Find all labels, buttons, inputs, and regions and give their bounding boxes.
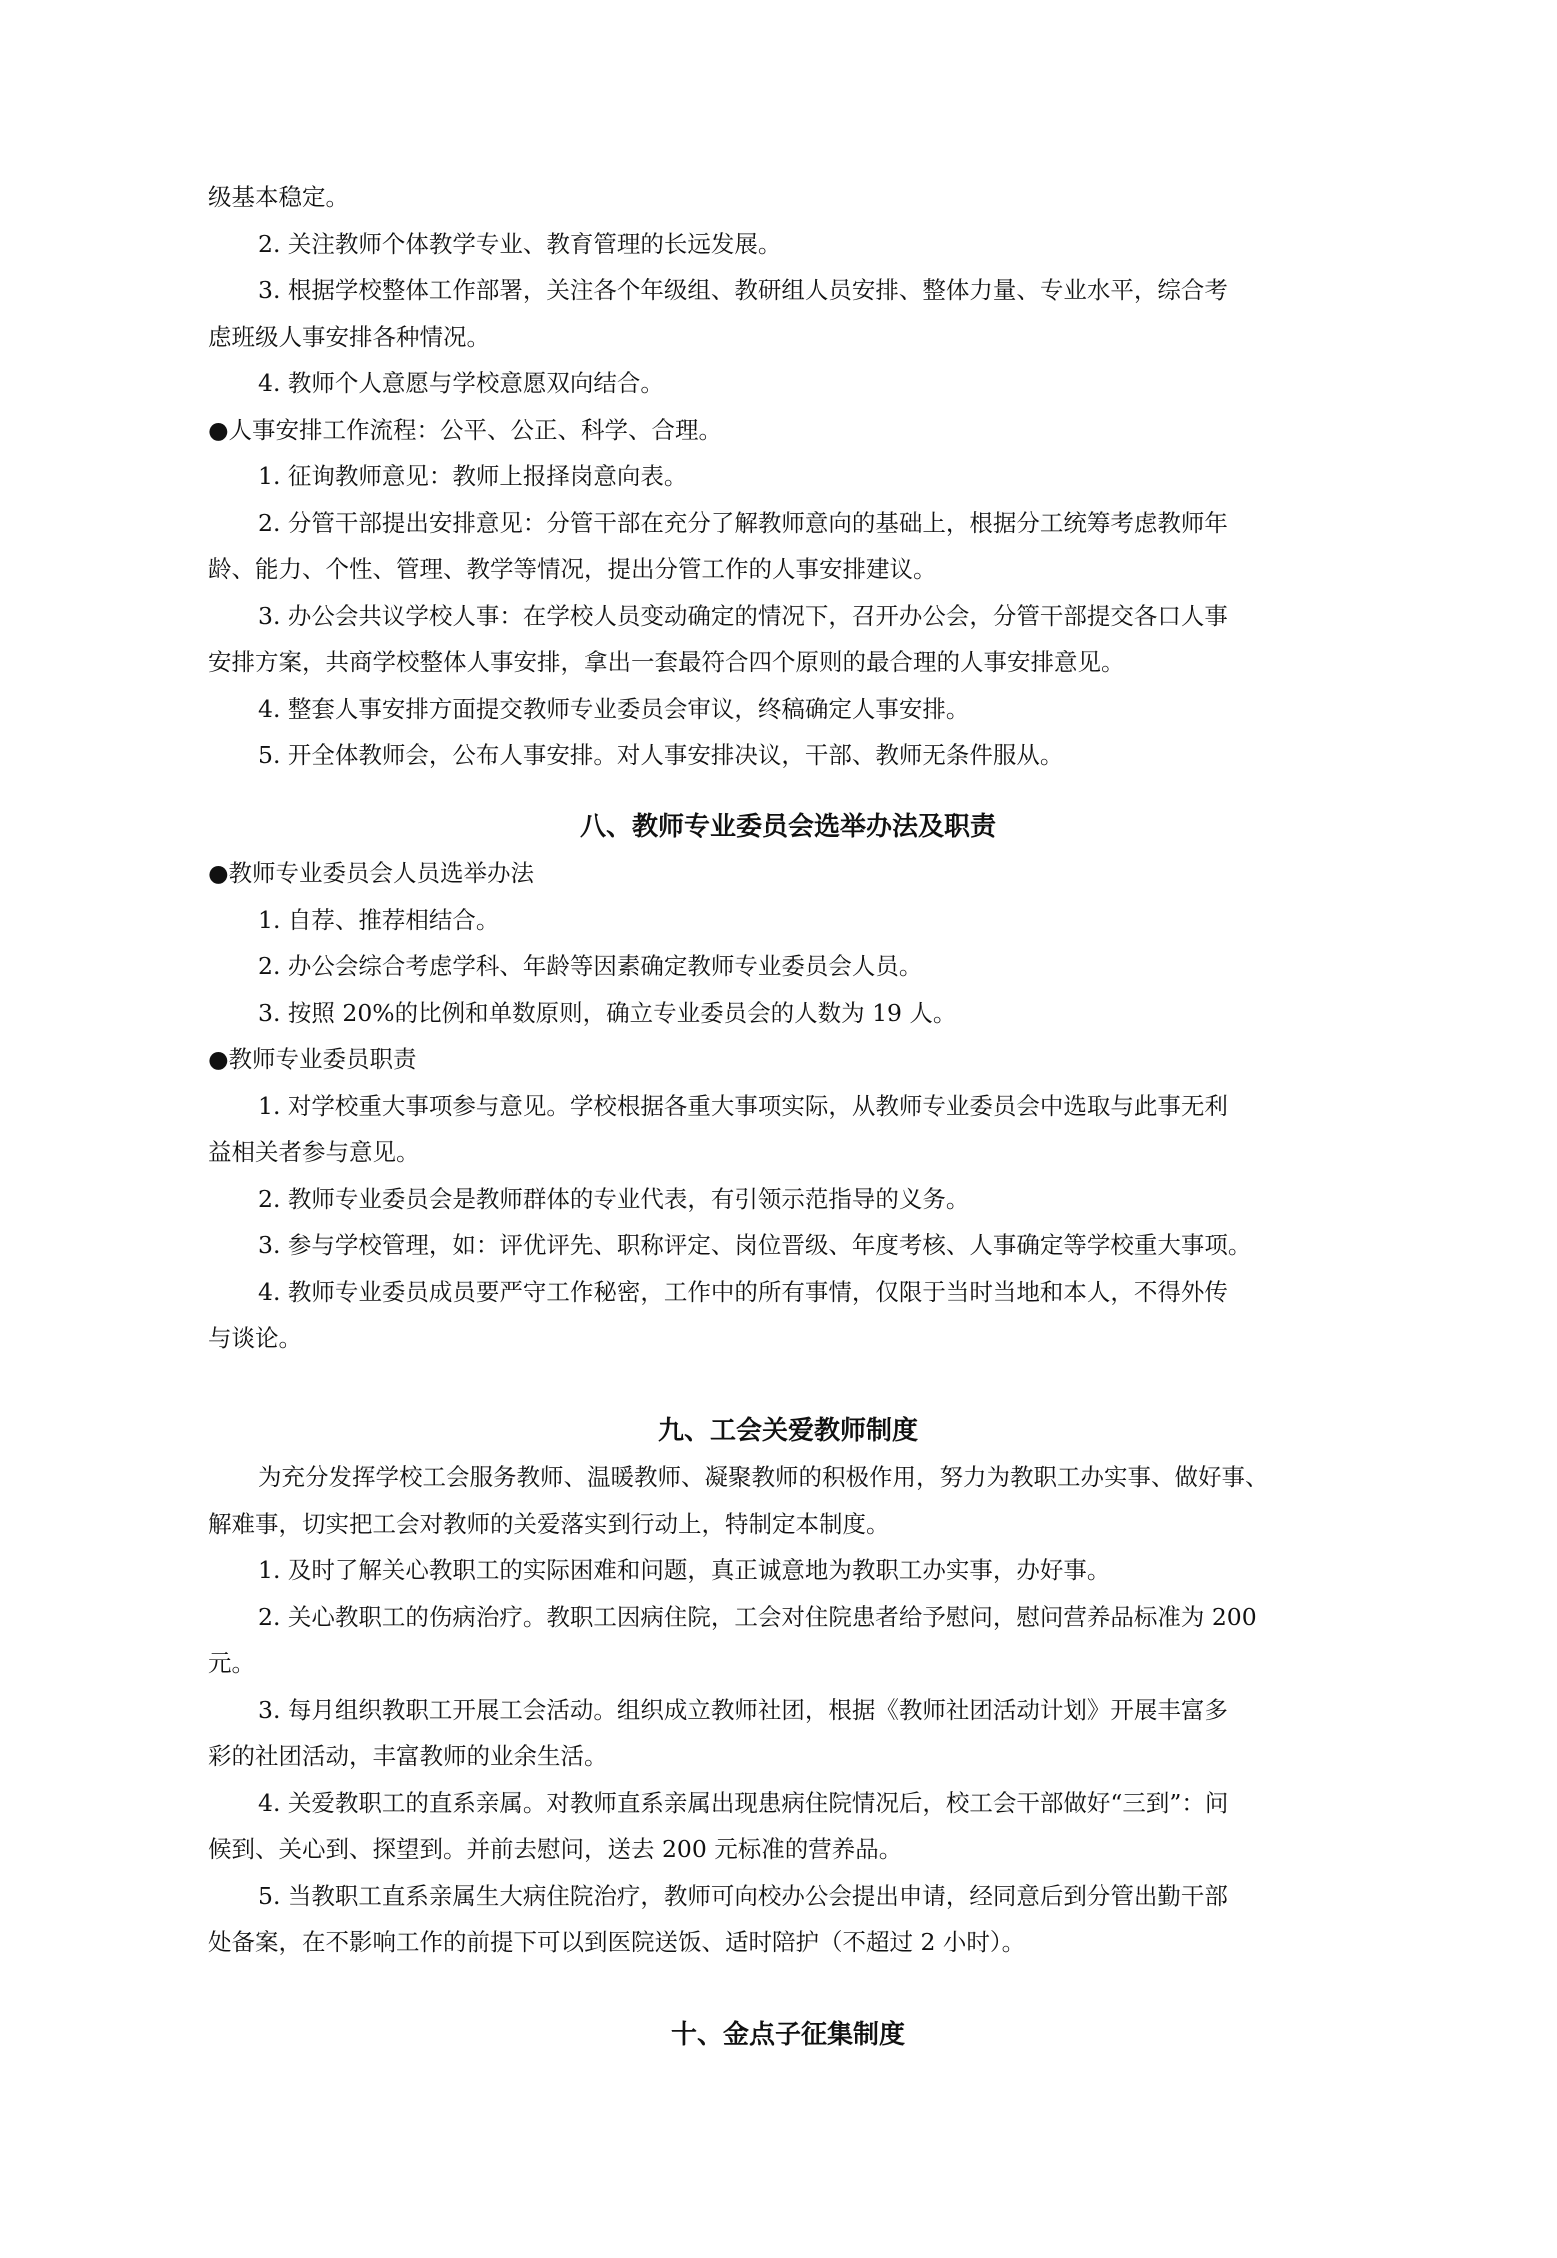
list-item-2: 2. 教师专业委员会是教师群体的专业代表，有引领示范指导的义务。 [258, 1184, 970, 1213]
section-8-title: 八、教师专业委员会选举办法及职责 [579, 811, 996, 842]
list-item-3: 3. 参与学校管理，如：评优评先、职称评定、岗位晋级、年度考核、人事确定等学校重大事项。 [258, 1231, 1252, 1259]
list-item-1: 1. 对学校重大事项参与意见。学校根据各重大事项实际，从教师专业委员会中选取与此事无利 [258, 1091, 1228, 1120]
list-item-3-cont: 虑班级人事安排各种情况。 [208, 322, 490, 351]
section-10-title: 十、金点子征集制度 [670, 2019, 905, 2050]
list-item-3: 3. 按照 20%的比例和单数原则，确立专业委员会的人数为 19 人。 [258, 998, 957, 1027]
list-item-5: 5. 当教职工直系亲属生大病住院治疗，教师可向校办公会提出申请，经同意后到分管出勤干部 [258, 1881, 1228, 1910]
section-7-continuation [208, 174, 1368, 779]
section-9 [208, 1408, 1368, 1966]
section-8 [208, 804, 1368, 1362]
list-item-2: 2. 分管干部提出安排意见：分管干部在充分了解教师意向的基础上，根据分工统筹考虑教师年 [258, 508, 1228, 537]
list-item-1: 1. 自荐、推荐相结合。 [258, 905, 500, 934]
list-item-4-cont: 候到、关心到、探望到。并前去慰问，送去 200 元标准的营养品。 [208, 1835, 903, 1863]
list-item-2: 2. 关心教职工的伤病治疗。教职工因病住院，工会对住院患者给予慰问，慰问营养品标准为 200 [258, 1602, 1257, 1631]
list-item-3: 3. 根据学校整体工作部署，关注各个年级组、教研组人员安排、整体力量、专业水平，综合考 [258, 276, 1228, 304]
list-item-2-cont: 元。 [208, 1649, 255, 1677]
bullet-heading: ●教师专业委员会人员选举办法 [208, 859, 535, 887]
list-item-3: 3. 每月组织教职工开展工会活动。组织成立教师社团，根据《教师社团活动计划》开展丰富多 [258, 1695, 1228, 1724]
list-item-4: 4. 关爱教职工的直系亲属。对教师直系亲属出现患病住院情况后，校工会干部做好“三到”：问 [258, 1788, 1229, 1817]
list-item-5: 5. 开全体教师会，公布人事安排。对人事安排决议，干部、教师无条件服从。 [258, 741, 1064, 769]
list-item-2: 2. 关注教师个体教学专业、教育管理的长远发展。 [258, 229, 782, 258]
list-item-4-cont: 与谈论。 [208, 1324, 302, 1352]
intro-paragraph-cont: 解难事，切实把工会对教师的关爱落实到行动上，特制定本制度。 [208, 1509, 890, 1538]
bullet-heading: ●教师专业委员职责 [208, 1045, 417, 1073]
list-item-2: 2. 办公会综合考虑学科、年龄等因素确定教师专业委员会人员。 [258, 952, 923, 980]
paragraph-line: 级基本稳定。 [208, 183, 349, 211]
list-item-2-cont: 龄、能力、个性、管理、教学等情况，提出分管工作的人事安排建议。 [208, 555, 937, 583]
section-10 [208, 2012, 1368, 2059]
list-item-1: 1. 及时了解关心教职工的实际困难和问题，真正诚意地为教职工办实事，办好事。 [258, 1556, 1111, 1584]
list-item-3-cont: 彩的社团活动，丰富教师的业余生活。 [208, 1742, 608, 1770]
bullet-heading: ●人事安排工作流程：公平、公正、科学、合理。 [208, 415, 723, 444]
list-item-3: 3. 办公会共议学校人事：在学校人员变动确定的情况下，召开办公会，分管干部提交各口人事 [258, 601, 1228, 630]
list-item-1: 1. 征询教师意见：教师上报择岗意向表。 [258, 462, 688, 490]
list-item-4: 4. 教师个人意愿与学校意愿双向结合。 [258, 369, 664, 397]
list-item-1-cont: 益相关者参与意见。 [208, 1138, 420, 1166]
list-item-4: 4. 整套人事安排方面提交教师专业委员会审议，终稿确定人事安排。 [258, 694, 970, 723]
intro-paragraph: 为充分发挥学校工会服务教师、温暖教师、凝聚教师的积极作用，努力为教职工办实事、做好事、 [258, 1463, 1269, 1491]
section-9-title: 九、工会关爱教师制度 [657, 1415, 918, 1446]
list-item-4: 4. 教师专业委员成员要严守工作秘密，工作中的所有事情，仅限于当时当地和本人，不得外传 [258, 1277, 1228, 1306]
list-item-3-cont: 安排方案，共商学校整体人事安排，拿出一套最符合四个原则的最合理的人事安排意见。 [208, 648, 1125, 676]
document-body [208, 174, 1368, 2058]
list-item-5-cont: 处备案，在不影响工作的前提下可以到医院送饭、适时陪护（不超过 2 小时）。 [208, 1928, 1026, 1956]
